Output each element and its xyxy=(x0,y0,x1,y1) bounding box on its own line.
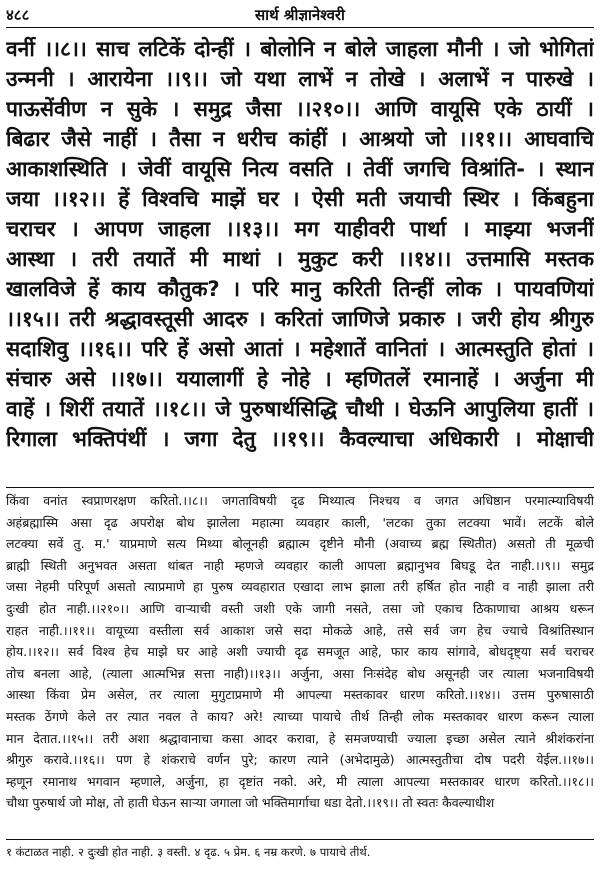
commentary-line: तोच बनला आहे, (त्याला आत्मभिन्न सत्ता नाही)।।१३।। अर्जुना, असा निःसंदेह बोध असूनही जर त्याला भजनाविषयी xyxy=(6,665,594,681)
footnote-divider xyxy=(6,839,594,840)
verse-line: बिढार जैसे नाहीं । तैसा न धरीच कांहीं । आश्रयो जो ।।११।। आघवाचि xyxy=(6,127,594,151)
verse-line: वाहें । शिरीं तयातें ।।१८।। जे पुरुषार्थसिद्धि चौथी । घेऊनि आपुलिया हातीं । xyxy=(6,397,594,421)
page-title: सार्थ श्रीज्ञानेश्वरी xyxy=(255,6,345,24)
commentary-line: मस्तक ठेंगणे केले तर त्यात नवल ते काय? अरे! त्याच्या पायाचे तीर्थ तिन्ही लोक मस्तकावर धारण करून त्याला xyxy=(6,708,594,724)
commentary-line: म्हणून रमानाथ भगवान म्हणाले, अर्जुना, हा दृष्टांत नको. अरे, मी त्याला आपल्या मस्तकावर धारण करितो.।।१८।। xyxy=(6,773,594,789)
verse-line: ।।१५।। तरी श्रद्धावस्तूसी आदरु । करितां जाणिजे प्रकारु । जरी होय श्रीगुरु xyxy=(6,307,594,331)
verse-line: चराचर । आपण जाहला ।।१३।। मग याहीवरी पार्था । माझ्या भजनीं xyxy=(6,217,594,241)
page-header xyxy=(6,4,594,26)
verse-block xyxy=(6,34,594,454)
commentary-line: राहत नाही.।।११।। वायूच्या वस्तीला सर्व आकाश जसे सदा मोकळे आहे, तसे सर्व जग हेच ज्याचे विश्रांतिस्थान xyxy=(6,622,594,638)
commentary-line: किंवा वनांत स्वप्राणरक्षण करितो.।।८।। जगताविषयी दृढ मिथ्यात्व निश्चय व जगत अधिष्ठान परमात्म्याविषयी xyxy=(6,493,594,508)
verse-line: पाऊसेंवीण न सुके । समुद्र जैसा ।।२१०।। आणि वायूसि एके ठायीं । xyxy=(6,97,594,121)
commentary-line: अहंब्रह्मास्मि असा दृढ अपरोक्ष बोध झालेला महात्मा व्यवहार काली, 'लटका तुका लटक्या भावें। लटकें बोले xyxy=(6,514,594,530)
commentary-line: ब्राह्मी स्थिती अनुभवत असता थांबत नाही म्हणजे व्यवहार काली आपला ब्रह्मानुभव बिघडू देत नाही.।।९।। समुद्र xyxy=(6,557,594,573)
verse-line: सदाशिवु ।।१६।। परि हें असो आतां । महेशातें वानितां । आत्मस्तुति होतां । xyxy=(6,337,594,361)
page-number: ४८८ xyxy=(6,6,30,24)
commentary-block xyxy=(6,490,594,814)
commentary-divider xyxy=(6,487,594,488)
verse-line: आकाशस्थिति । जेवीं वायूसि नित्य वसति । तेवीं जगचि विश्रांति- । स्थान xyxy=(6,157,594,181)
commentary-line: श्रीगुरु करावे.।।१६।। पण हे शंकराचे वर्णन पुरे; कारण त्याने (अभेदामुळे) आत्मस्तुतीचा दोष पदरी येईल.।।१७।। xyxy=(6,752,594,768)
verse-line: खालविजे हें काय कौतुक? । परि मानु करिती तिन्हीं लोक । पायवणियां xyxy=(6,277,594,301)
commentary-line: आस्था किंवा प्रेम असेल, तर त्याला मुगुटाप्रमाणे मी आपल्या मस्तकावर धारण करितो.।।१४।। उत्तम पुरुषासाठी xyxy=(6,687,594,703)
verse-line: संचारु असे ।।१७।। ययालागीं हे नोहे । म्हणितलें रमानाहें । अर्जुना मी xyxy=(6,367,594,391)
footnote: १ कंटाळत नाही. २ दुःखी होत नाही. ३ वस्ती. ४ दृढ. ५ प्रेम. ६ नम्र करणे. ७ पायाचे तीर्थ. xyxy=(6,845,371,859)
verse-line: जया ।।१२।। हें विश्वचि माझें घर । ऐसी मती जयाची स्थिर । किंबहुना xyxy=(6,187,594,211)
commentary-line: चौथा पुरुषार्थ जो मोक्ष, तो हाती घेऊन साऱ्या जगाला जो भक्तिमार्गाचा धडा देतो.।।१९।। तो स्वतः कैवल्याधीश xyxy=(6,795,495,811)
header-divider xyxy=(6,27,594,28)
verse-line: वर्नी ।।८।। साच लटिकें दोन्हीं । बोलोनि न बोले जाहला मौनी । जो भोगितां xyxy=(6,37,594,61)
verse-line: उन्मनी । आरायेना ।।९।। जो यथा लाभें न तोखे । अलाभें न पारुखे । xyxy=(6,67,594,91)
commentary-line: मान देतात.।।१५।। तरी अशा श्रद्धावानाचा कसा आदर करावा, हे समजण्याची ज्याला इच्छा असेल त्याने श्रीशंकरांना xyxy=(6,730,594,746)
commentary-line: जसा नेहमी परिपूर्ण असतो त्याप्रमाणे हा पुरुष व्यवहारात एखादा लाभ झाला तरी हर्षित होत नाही व नाही झाला तरी xyxy=(6,579,594,595)
verse-line: आस्था । तरी तयातें मी माथां । मुकुट करी ।।१४।। उत्तमासि मस्तक xyxy=(6,247,594,271)
commentary-line: दुःखी होत नाही.।।२१०।। आणि वाऱ्याची वस्ती जशी एके जागी नसते, तसा जो एकाच ठिकाणाचा आश्रय धरून xyxy=(6,600,594,616)
commentary-line: होय.।।१२।। सर्व विश्व हेच माझे घर आहे अशी ज्याची दृढ समजूत आहे, फार काय सांगावे, बोधदृष्ट्या सर्व चराचर xyxy=(6,644,594,660)
commentary-line: लटक्या सवें तु. म.' याप्रमाणे सत्य मिथ्या बोलूनही ब्रह्मात्म दृष्टीने मौनी (अवाच्य ब्रह्म स्थितीत) असतो ती मूळची xyxy=(6,536,594,552)
verse-line: रिगाला भक्तिपंथीं । जगा देतु ।।१९।। कैवल्याचा अधिकारी । मोक्षाची xyxy=(6,427,594,451)
